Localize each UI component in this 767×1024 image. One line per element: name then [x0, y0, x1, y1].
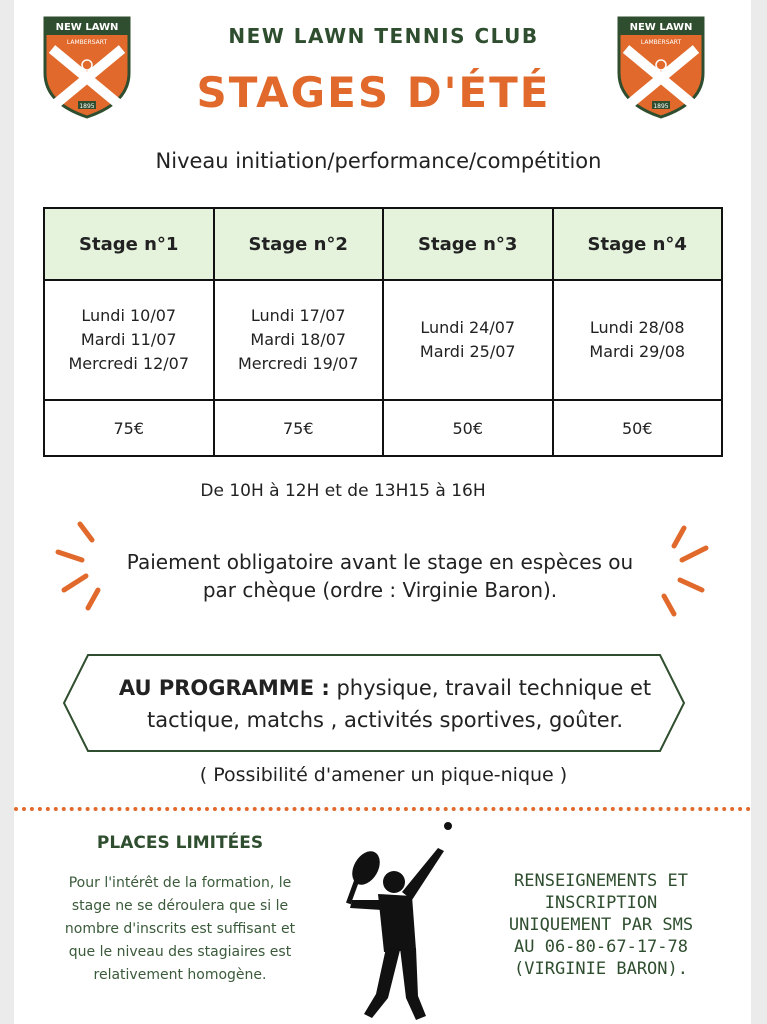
tennis-player-silhouette-icon [330, 818, 465, 1024]
stage-2-header: Stage n°2 [214, 208, 384, 280]
places-line: que le niveau des stagiaires est [68, 944, 292, 960]
program-text-line: physique, travail technique et [329, 676, 652, 700]
stage-4-header: Stage n°4 [553, 208, 723, 280]
level-subtitle: Niveau initiation/performance/compétition [155, 149, 602, 173]
places-description [40, 872, 320, 987]
stages-dates-row [44, 280, 722, 400]
contact-info [470, 870, 732, 980]
date-line: Mardi 25/07 [419, 342, 516, 361]
payment-notice [90, 548, 670, 604]
contact-line: INSCRIPTION [544, 893, 658, 913]
program-label: AU PROGRAMME : [118, 676, 330, 700]
stages-header-row [44, 208, 722, 280]
places-line: relativement homogène. [93, 967, 267, 983]
stages-table [43, 207, 723, 457]
stage-4-dates [553, 280, 723, 400]
stage-1-header: Stage n°1 [44, 208, 214, 280]
payment-line: par chèque (ordre : Virginie Baron). [202, 578, 558, 602]
date-line: Lundi 10/07 [81, 306, 177, 325]
places-line: Pour l'intérêt de la formation, le [68, 875, 292, 891]
stage-1-price: 75€ [44, 400, 214, 456]
date-line: Mardi 29/08 [589, 342, 686, 361]
date-line: Mercredi 19/07 [237, 354, 359, 373]
stage-1-dates [44, 280, 214, 400]
program-description [90, 672, 680, 736]
contact-line: UNIQUEMENT PAR SMS [508, 915, 694, 935]
page-title: STAGES D'ÉTÉ [196, 68, 551, 117]
contact-line: RENSEIGNEMENTS ET [514, 871, 688, 891]
stage-4-price: 50€ [553, 400, 723, 456]
contact-line: (VIRGINIE BARON). [514, 959, 688, 979]
date-line: Mardi 11/07 [80, 330, 177, 349]
schedule-hours: De 10H à 12H et de 13H15 à 16H [200, 481, 486, 501]
places-line: stage ne se déroulera que si le [71, 898, 289, 914]
stages-price-row [44, 400, 722, 456]
svg-text:1895: 1895 [79, 103, 95, 110]
places-line: nombre d'inscrits est suffisant et [64, 921, 296, 937]
svg-text:LAMBERSART: LAMBERSART [640, 39, 682, 46]
date-line: Lundi 17/07 [250, 306, 346, 325]
program-text-line: tactique, matchs , activités sportives, goûter. [146, 708, 623, 732]
date-line: Lundi 28/08 [589, 318, 685, 337]
svg-text:LAMBERSART: LAMBERSART [66, 39, 108, 46]
stage-3-price: 50€ [383, 400, 553, 456]
stage-2-price: 75€ [214, 400, 384, 456]
dotted-divider [14, 807, 751, 811]
stage-2-dates [214, 280, 384, 400]
stage-3-header: Stage n°3 [383, 208, 553, 280]
svg-text:1895: 1895 [653, 103, 669, 110]
date-line: Mercredi 12/07 [68, 354, 190, 373]
payment-line: Paiement obligatoire avant le stage en espèces ou [126, 550, 634, 574]
club-name: NEW LAWN TENNIS CLUB [228, 24, 539, 48]
svg-text:NEW LAWN: NEW LAWN [55, 22, 119, 33]
date-line: Lundi 24/07 [420, 318, 516, 337]
date-line: Mardi 18/07 [250, 330, 347, 349]
stage-3-dates [383, 280, 553, 400]
contact-phone: AU 06-80-67-17-78 [514, 937, 688, 957]
svg-text:NEW LAWN: NEW LAWN [629, 22, 693, 33]
places-title: PLACES LIMITÉES [96, 833, 264, 853]
picnic-note: ( Possibilité d'amener un pique-nique ) [199, 764, 568, 786]
